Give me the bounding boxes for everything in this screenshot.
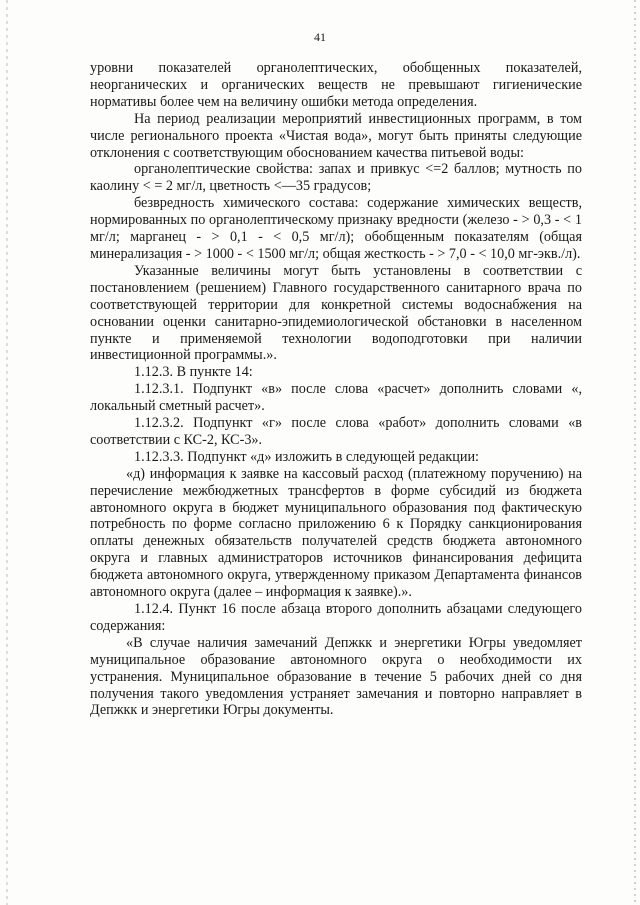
scan-edge-left (6, 0, 8, 905)
paragraph-11: 1.12.4. Пункт 16 после абзаца второго дополнить абзацами следующего содержания: (90, 601, 582, 634)
paragraph-4: безвредность химического состава: содержание химических веществ, нормированных по органолептическому признаку вредности (железо - > 0,3 - < 1 мг/л; марганец - > 0,1 - < 0,5 мг/л); обобщенным показателям (общая минерализация - > 1000 - < 1500 мг/л; общая жесткость - > 7,0 - < 10,0 мг-экв./л). (90, 195, 582, 262)
paragraph-2: На период реализации мероприятий инвестиционных программ, в том числе регионального проекта «Чистая вода», могут быть приняты следующие отклонения с соответствующим обоснованием качества питьевой воды: (90, 110, 582, 161)
paragraph-12: «В случае наличия замечаний Депжкк и энергетики Югры уведомляет муниципальное образование автономного округа о необходимости их устранения. Муниципальное образование в течение 5 рабочих дней со дня получения такого уведомления устраняет замечания и повторно направляет в Депжкк и энергетики Югры документы. (90, 634, 582, 719)
paragraph-8: 1.12.3.2. Подпункт «г» после слова «работ» дополнить словами «в соответствии с КС-2, КС-3». (90, 415, 582, 448)
paragraph-1: уровни показателей органолептических, обобщенных показателей, неорганических и органических веществ не превышают гигиенические нормативы более чем на величину ошибки метода определения. (90, 60, 582, 110)
paragraph-9: 1.12.3.3. Подпункт «д» изложить в следующей редакции: (134, 448, 480, 465)
paragraph-6: 1.12.3. В пункте 14: (134, 364, 253, 381)
document-body (90, 60, 582, 719)
page-number: 41 (314, 30, 326, 44)
paragraph-7: 1.12.3.1. Подпункт «в» после слова «расчет» дополнить словами «, локальный сметный расчет». (90, 381, 582, 415)
paragraph-5: Указанные величины могут быть установлены в соответствии с постановлением (решением) Главного государственного санитарного врача по соответствующей территории для конкретной системы водоснабжения на основании оценки санитарно-эпидемиологической обстановки в населенном пункте и применяемой технологии водоподготовки при наличии инвестиционной программы.». (90, 262, 582, 364)
paragraph-10: «д) информация к заявке на кассовый расход (платежному поручению) на перечисление межбюджетных трансфертов в форме субсидий из бюджета автономного округа в бюджет муниципального образования под фактическую потребность по форме согласно приложению 6 к Порядку санкционирования оплаты денежных обязательств получателей средств бюджета автономного округа и главных администраторов источников финансирования дефицита бюджета автономного округа, утвержденному приказом Департамента финансов автономного округа (далее – информация к заявке).». (90, 465, 582, 601)
scan-edge-right (634, 0, 636, 905)
paragraph-3: органолептические свойства: запах и привкус <=2 баллов; мутность по каолину < = 2 мг/л, цветность <—35 градусов; (90, 161, 582, 195)
